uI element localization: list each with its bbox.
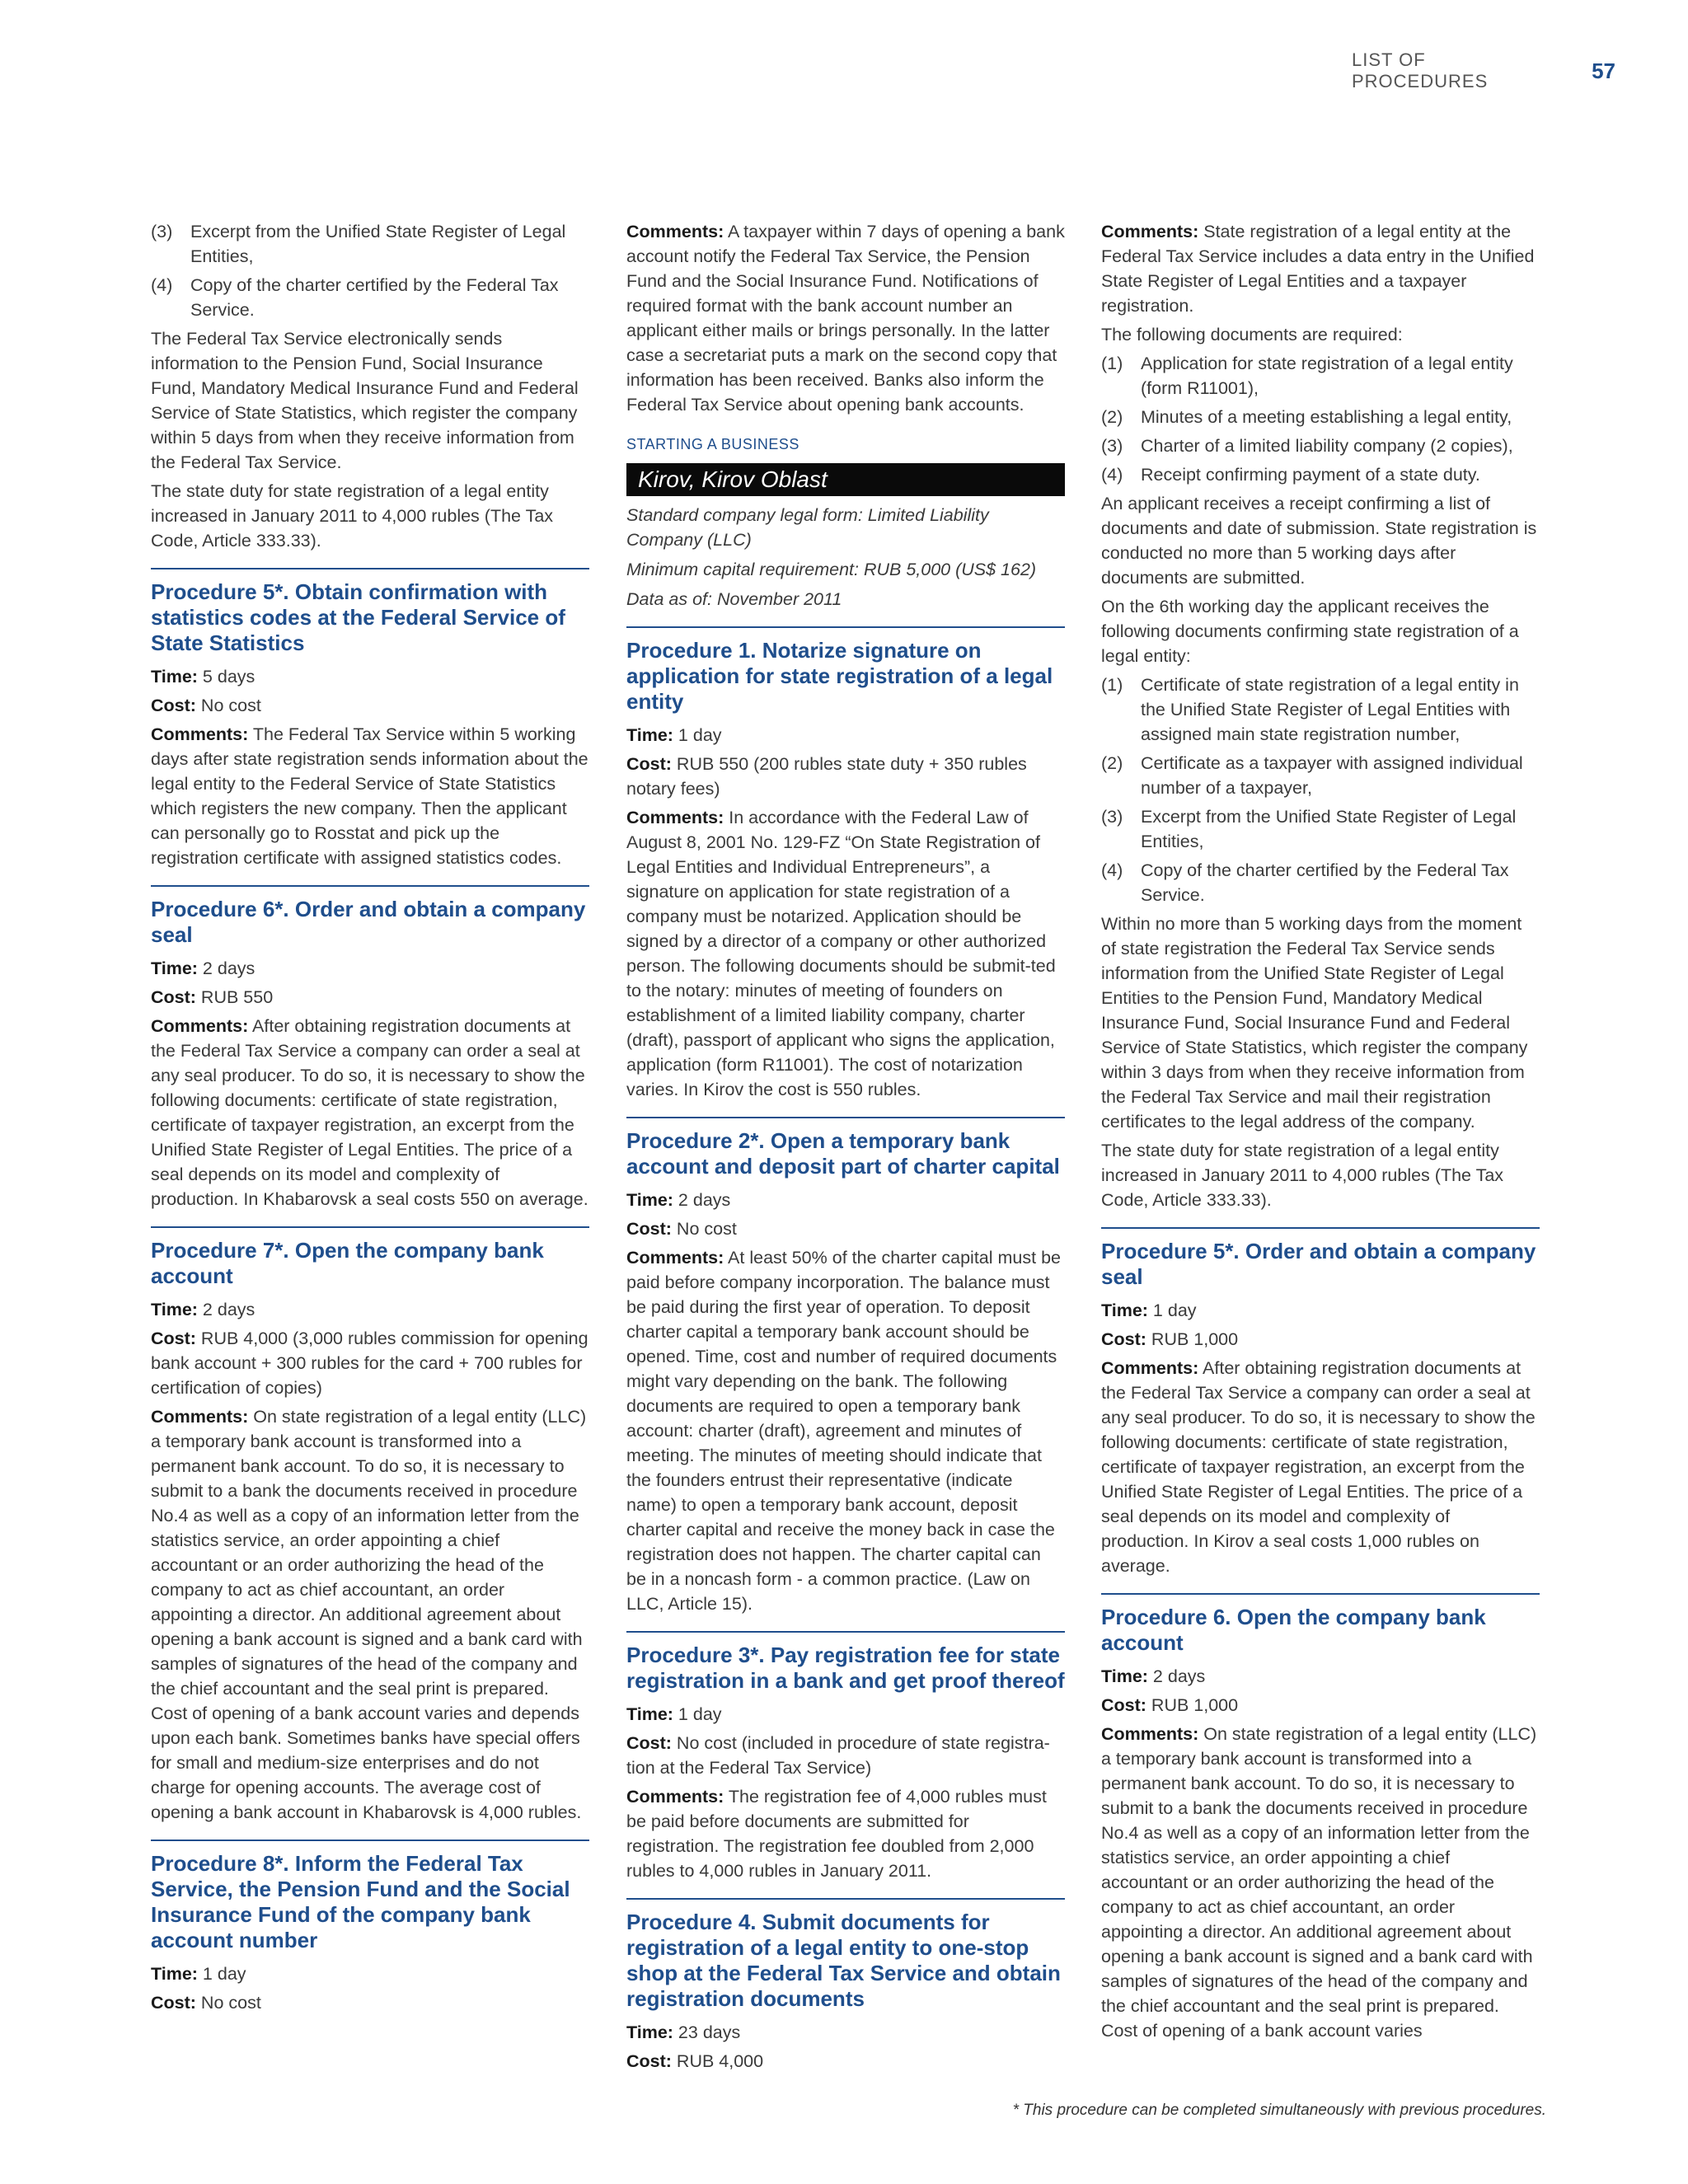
section-label: STARTING A BUSINESS (626, 436, 799, 452)
page-header (1352, 49, 1615, 91)
procedure-cost: Cost: RUB 4,000 (3,000 rubles commission for opening bank account + 300 rubles for the card + 700 rubles for certification of copies) (151, 1329, 588, 1398)
procedure-block (626, 626, 1065, 1102)
list-item: (2) Minutes of a meeting establishing a legal entity, (1101, 407, 1512, 427)
procedure-title: Procedure 3*. Pay registration fee for state registration in a bank and get proof thereof (626, 1643, 1065, 1693)
procedure-cost: Cost: No cost (151, 696, 261, 715)
procedure-block (626, 1631, 1065, 1883)
procedure-title: Procedure 6*. Order and obtain a company seal (151, 897, 586, 947)
procedure-comments: Comments: After obtaining registration documents at the Federal Tax Service a company can order a seal at any seal producer. To do so, it is necessary to show the following documents: certificate of state registration, certificate of taxpayer registration, an excerpt from the Unified State Register of Legal Entities. The price of a seal depends on its model and complexity of production. In Khabarovsk a seal costs 550 on average. (151, 1016, 588, 1209)
procedure-comments: Comments: The registration fee of 4,000 rubles must be paid before documents are submitted for registration. The registration fee doubled from 2,000 rubles to 4,000 rubles in January 2011. (626, 1787, 1047, 1881)
page-number: 57 (1592, 58, 1615, 83)
paragraph: The Federal Tax Service electronically sends information to the Pension Fund, Social Insurance Fund, Mandatory Medical Insurance Fund and Federal Service of State Statistics, which register the company within 5 days from when they receive information from the Federal Tax Service. (151, 329, 579, 472)
procedure-block (1101, 1227, 1540, 1578)
procedure-time: Time: 2 days (151, 958, 256, 978)
legal-form: Standard company legal form: Limited Liability Company (LLC) (626, 505, 989, 550)
procedure-cost: Cost: RUB 1,000 (1101, 1329, 1239, 1349)
paragraph: The state duty for state registration of a legal entity increased in January 2011 to 4,000 rubles (The Tax Code, Article 333.33). (1101, 1141, 1504, 1210)
procedure-block (626, 1117, 1065, 1616)
procedure-cost: Cost: No cost (151, 1993, 261, 2013)
procedure-block (626, 1898, 1065, 2074)
procedure-time: Time: 2 days (626, 1190, 731, 1210)
procedure-comments: Comments: After obtaining registration documents at the Federal Tax Service a company can order a seal at any seal producer. To do so, it is necessary to show the following documents: certificate of state registration, certificate of taxpayer registration, an excerpt from the Unified State Register of Legal Entities. The price of a seal depends on its model and complexity of production. In Kirov a seal costs 1,000 rubles on average. (1101, 1358, 1536, 1576)
procedure-time: Time: 23 days (626, 2022, 741, 2042)
list-item: (1) Certificate of state registration of a legal entity in the Unified State Register of Legal Entities with assigned main state registration number, (1101, 675, 1519, 744)
column-left (151, 219, 589, 2019)
paragraph: On the 6th working day the applicant receives the following documents confirming state registration of a legal entity: (1101, 597, 1519, 666)
procedure-title: Procedure 5*. Obtain confirmation with statistics codes at the Federal Service of State Statistics (151, 579, 565, 655)
procedure-time: Time: 5 days (151, 667, 256, 687)
data-date: Data as of: November 2011 (626, 589, 842, 609)
procedure-block (151, 568, 589, 870)
procedure-comments: Comments: State registration of a legal entity at the Federal Tax Service includes a data entry in the Unified State Register of Legal Entities and a taxpayer registration. (1101, 222, 1535, 316)
procedure-title: Procedure 4. Submit documents for registration of a legal entity to one-stop shop at the Federal Tax Service and obtain registration documents (626, 1910, 1061, 2011)
procedure-time: Time: 1 day (1101, 1301, 1197, 1320)
paragraph: The state duty for state registration of a legal entity increased in January 2011 to 4,000 rubles (The Tax Code, Article 333.33). (151, 481, 554, 551)
procedure-cost: Cost: No cost (626, 1219, 737, 1239)
procedure-time: Time: 1 day (151, 1964, 246, 1984)
procedure-cost: Cost: RUB 4,000 (626, 2051, 764, 2071)
list-item: (4) Copy of the charter certified by the Federal Tax Service. (151, 275, 559, 320)
footnote: * This procedure can be completed simultaneously with previous procedures. (1012, 2102, 1546, 2119)
procedure-block (151, 885, 589, 1212)
procedure-title: Procedure 5*. Order and obtain a company seal (1101, 1239, 1536, 1289)
paragraph: Within no more than 5 working days from the moment of state registration the Federal Tax Service sends information from the Unified State Register of Legal Entities to the Pension Fund, Mandatory Medical Insurance Fund, Social Insurance Fund and Federal Service of State Statistics, which register the company within 3 days from when they receive information from the Federal Tax Service and mail their registration certificates to the legal address of the company. (1101, 914, 1528, 1132)
required-documents-list (1101, 351, 1540, 487)
procedure-block (151, 1840, 589, 2015)
running-title: LIST OF PROCEDURES (1352, 49, 1489, 91)
procedure-cost: Cost: RUB 1,000 (1101, 1695, 1239, 1715)
procedure-title: Procedure 6. Open the company bank account (1101, 1605, 1486, 1655)
procedure-block (1101, 1593, 1540, 2043)
procedure-comments: Comments: A taxpayer within 7 days of opening a bank account notify the Federal Tax Service, the Pension Fund and the Social Insurance Fund. Notifications of required format with the bank account number an applicant either mails or brings personally. In the latter case a secretariat puts a mark on the second copy that information has been received. Banks also inform the Federal Tax Service about opening bank accounts. (626, 222, 1065, 415)
list-item: (3) Excerpt from the Unified State Register of Legal Entities, (151, 222, 566, 266)
procedure-title: Procedure 8*. Inform the Federal Tax Service, the Pension Fund and the Social Insurance Fund of the company bank account number (151, 1851, 570, 1952)
location-heading: Kirov, Kirov Oblast (626, 463, 1065, 496)
paragraph: The following documents are required: (1101, 325, 1403, 344)
list-item: (4) Copy of the charter certified by the Federal Tax Service. (1101, 860, 1509, 905)
procedure-time: Time: 1 day (626, 1704, 722, 1724)
procedure-time: Time: 1 day (626, 725, 722, 745)
procedure-cost: Cost: RUB 550 (151, 987, 274, 1007)
procedure-comments: Comments: On state registration of a legal entity (LLC) a temporary bank account is transformed into a permanent bank account. To do so, it is necessary to submit to a bank the documents received in procedure No.4 as well as a copy of an information letter from the statistics service, an order appointing a chief accountant or an order authorizing the head of the company to act as chief accountant, an order appointing a director. An additional agreement about opening a bank account is signed and a bank card with samples of signatures of the head of the company and the chief accountant and the seal print is prepared. Cost of opening of a bank account varies (1101, 1724, 1537, 2041)
list-item: (4) Receipt confirming payment of a state duty. (1101, 465, 1480, 485)
list-item: (1) Application for state registration of a legal entity (form R11001), (1101, 354, 1513, 398)
procedure-comments: Comments: The Federal Tax Service within 5 working days after state registration sends information about the legal entity to the Federal Service of State Statistics which registers the new company. Then the applicant can personally go to Rosstat and pick up the registration certificate with assigned statistics codes. (151, 724, 588, 868)
column-middle (626, 219, 1065, 2078)
list-item: (3) Charter of a limited liability company (2 copies), (1101, 436, 1513, 456)
procedure-cost: Cost: RUB 550 (200 rubles state duty + 350 rubles notary fees) (626, 754, 1027, 799)
paragraph: An applicant receives a receipt confirming a list of documents and date of submission. State registration is conducted no more than 5 working days after documents are submitted. (1101, 494, 1537, 588)
list-item: (2) Certificate as a taxpayer with assigned individual number of a taxpayer, (1101, 753, 1523, 798)
procedure-title: Procedure 2*. Open a temporary bank account and deposit part of charter capital (626, 1128, 1060, 1179)
procedure-time: Time: 2 days (151, 1300, 256, 1319)
procedure-comments: Comments: On state registration of a legal entity (LLC) a temporary bank account is transformed into a permanent bank account. To do so, it is necessary to submit to a bank the documents received in procedure No.4 as well as a copy of an information letter from the statistics service, an order appointing a chief accountant or an order authorizing the head of the company to act as chief accountant, an order appointing a director. An additional agreement about opening a bank account is signed and a bank card with samples of signatures of the head of the company and the chief accountant and the seal print is prepared. Cost of opening of a bank account varies and depends upon each bank. Sometimes banks have special offers for small and medium-size enterprises and do not charge for opening accounts. The average cost of opening a bank account in Khabarovsk is 4,000 rubles. (151, 1407, 587, 1822)
column-right (1101, 219, 1540, 2047)
procedure-comments: Comments: At least 50% of the charter capital must be paid before company incorporation. The balance must be paid during the first year of operation. To deposit charter capital a temporary bank account should be opened. Time, cost and number of required documents might vary depending on the bank. The following documents are required to open a temporary bank account: charter (draft), agreement and minutes of meeting. The minutes of meeting should indicate that the founders entrust their representative (indicate name) to open a temporary bank account, deposit charter capital and receive the money back in case the registration does not happen. The charter capital can be in a noncash form - a common practice. (Law on LLC, Article 15). (626, 1248, 1061, 1614)
procedure-time: Time: 2 days (1101, 1666, 1206, 1686)
minimum-capital: Minimum capital requirement: RUB 5,000 (US$ 162) (626, 560, 1037, 579)
list-item: (3) Excerpt from the Unified State Register of Legal Entities, (1101, 807, 1517, 851)
certificates-list (1101, 673, 1540, 907)
procedure-title: Procedure 1. Notarize signature on application for state registration of a legal entity (626, 638, 1053, 714)
document-list (151, 219, 589, 322)
procedure-cost: Cost: No cost (included in procedure of state registra-tion at the Federal Tax Service) (626, 1733, 1050, 1778)
procedure-title: Procedure 7*. Open the company bank account (151, 1238, 544, 1288)
procedure-comments: Comments: In accordance with the Federal Law of August 8, 2001 No. 129-FZ “On State Registration of Legal Entities and Individual Entrepreneurs”, a signature on application for state registration of a company must be notarized. Application should be signed by a director of a company or other authorized person. The following documents should be submit-ted to the notary: minutes of meeting of founders on establishment of a limited liability company, charter (draft), passport of applicant who signs the application, application (form R11001). The cost of notarization varies. In Kirov the cost is 550 rubles. (626, 808, 1056, 1099)
procedure-block (151, 1226, 589, 1825)
